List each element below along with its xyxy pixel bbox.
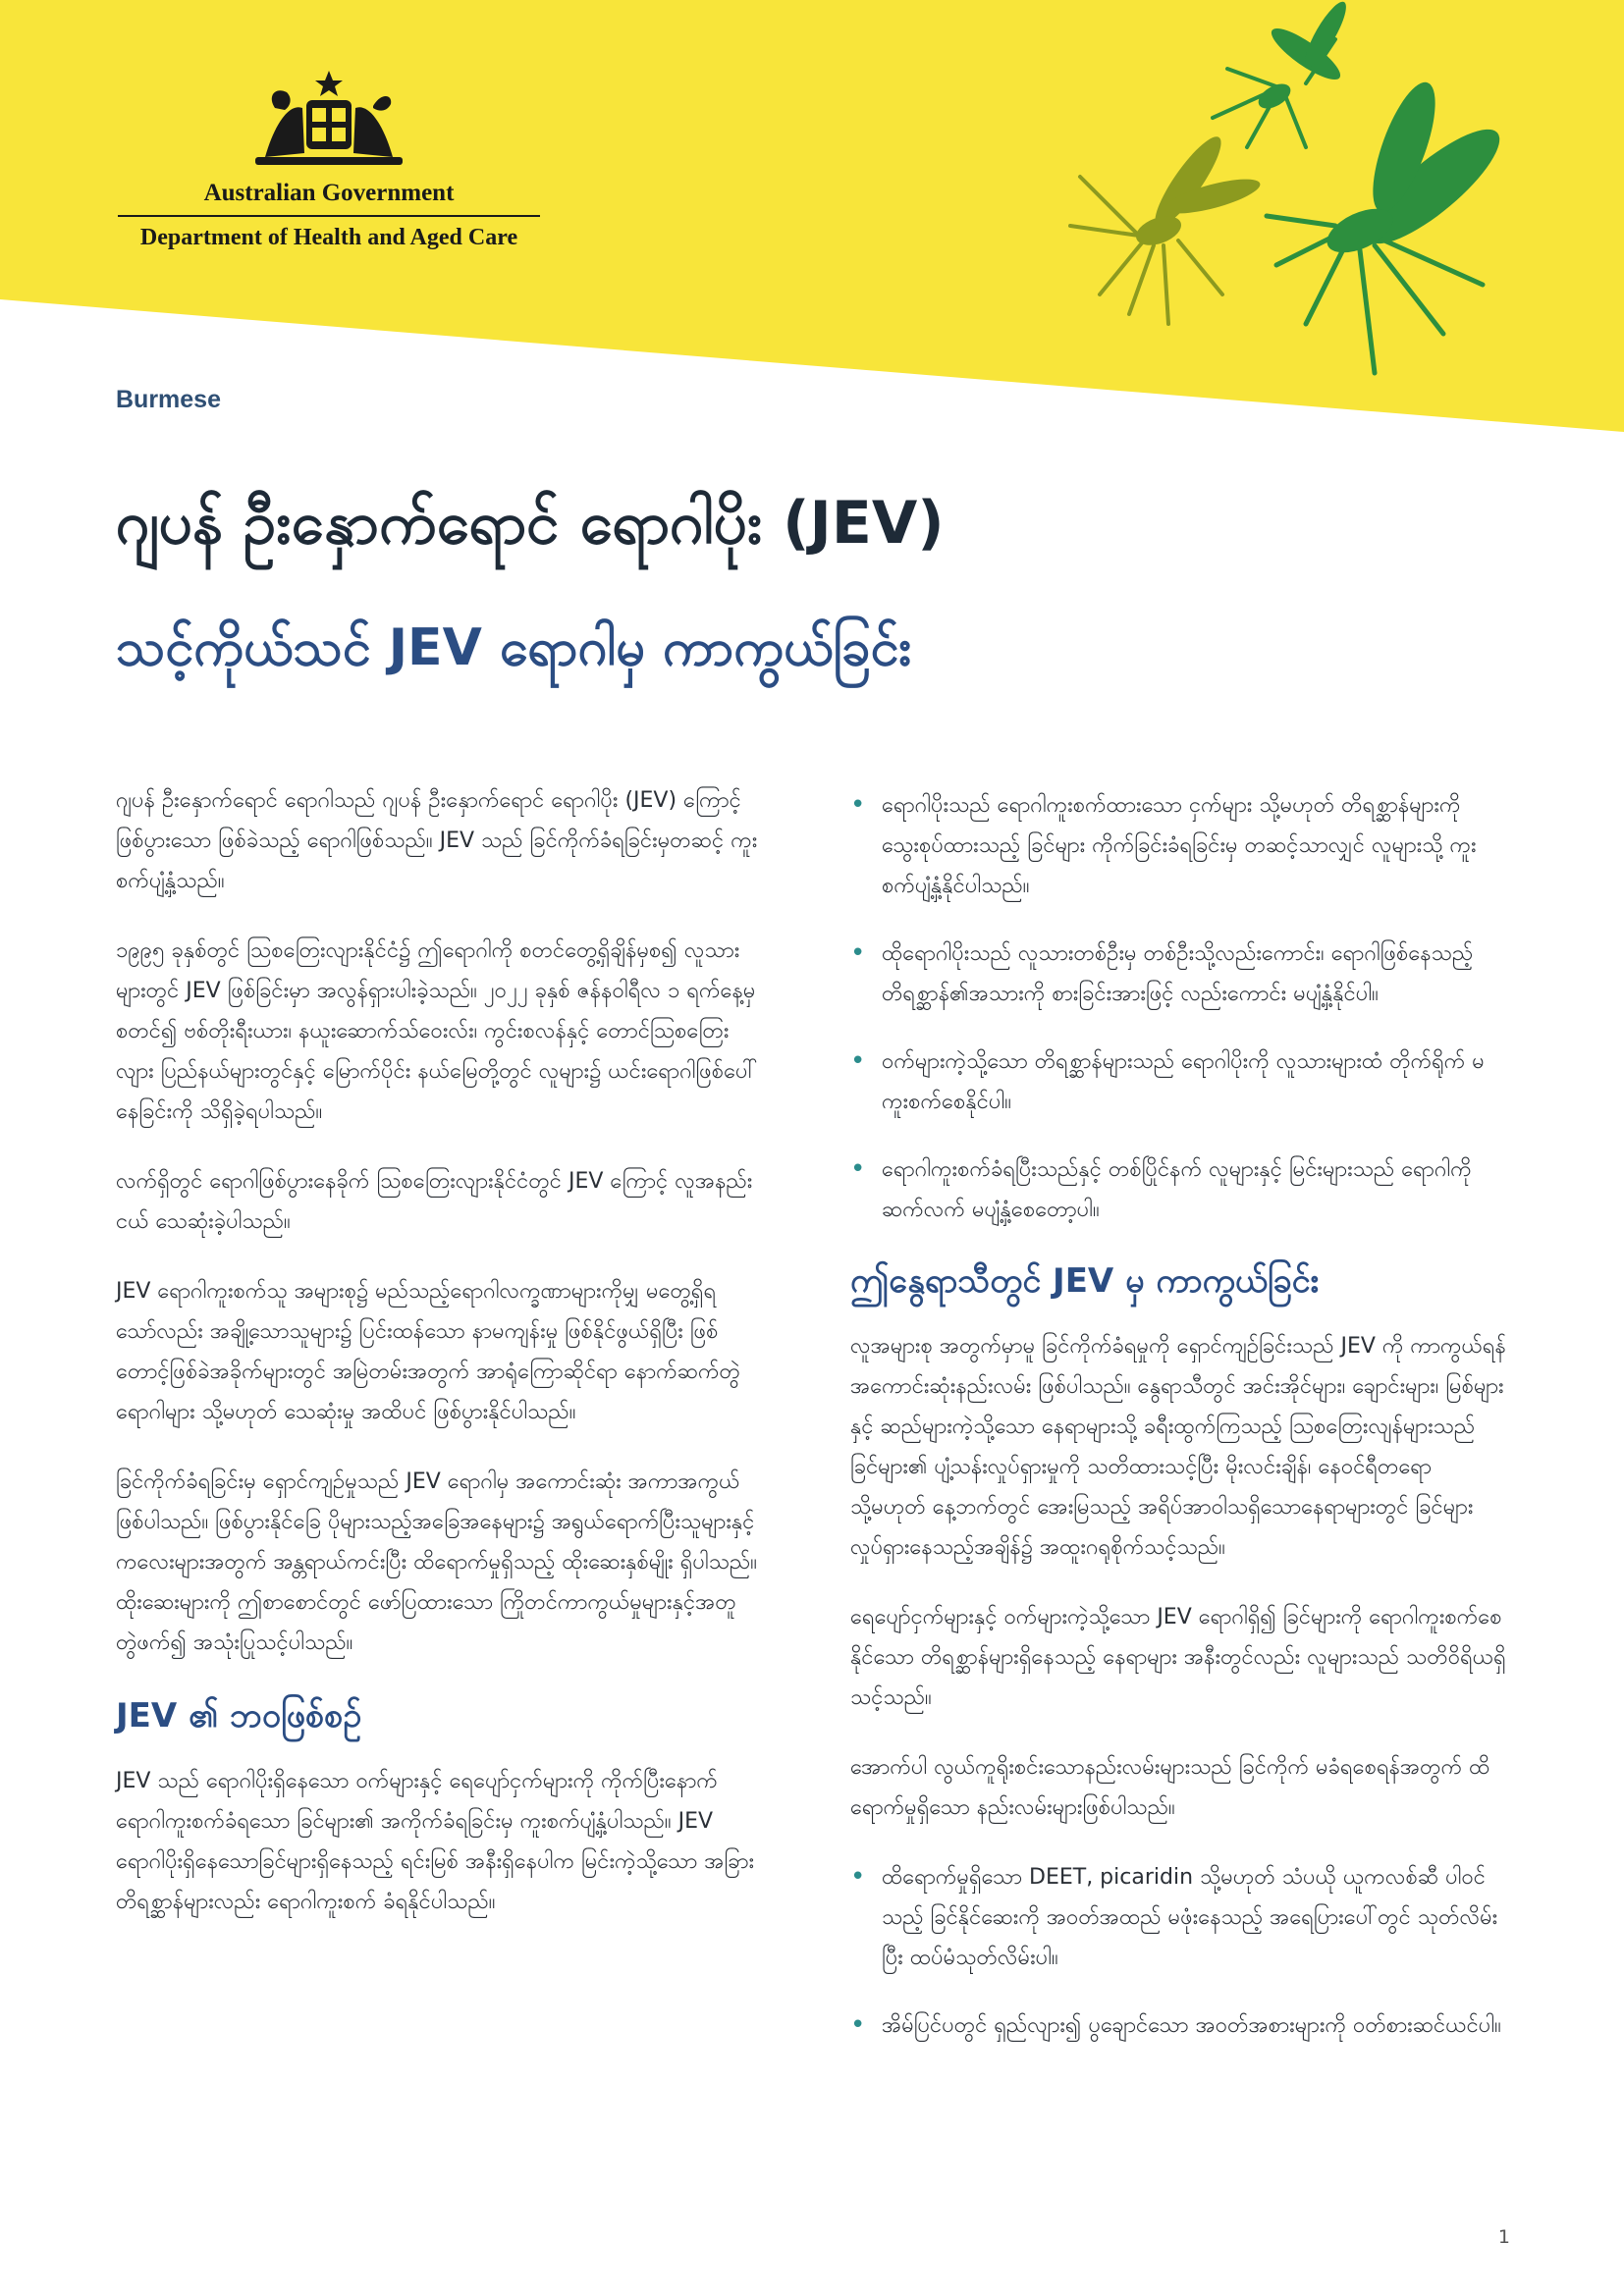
section-heading: JEV ၏ ဘဝဖြစ်စဉ် <box>116 1696 362 1735</box>
paragraph: လက်ရှိတွင် ရောဂါဖြစ်ပွားနေခိုက် ဩစတြေးလျားနိုင်ငံတွင် JEV ကြောင့် လူအနည်းငယ် သေဆုံးခဲ့ပါသည်။ <box>116 1169 753 1234</box>
paragraph: လူအများစု အတွက်မှာမူ ခြင်ကိုက်ခံရမှုကို ရှောင်ကျဉ်ခြင်းသည် JEV ကို ကာကွယ်ရန် အကောင်းဆုံးနည်းလမ်း ဖြစ်ပါသည်။ နွေရာသီတွင် အင်းအိုင်များ၊ ချောင်းများ၊ မြစ်များနှင့် ဆည်များကဲ့သို့သော နေရာများသို့ ခရီးထွက်ကြသည့် ဩစတြေးလျန်များသည် ခြင်များ၏ ပျံ့သန်းလှုပ်ရှားမှုကို သတိထားသင့်ပြီး မိုးလင်းချိန်၊ နေဝင်ရီတရော သို့မဟုတ် နေ့ဘက်တွင် အေးမြသည့် အရိပ်အာဝါသရှိသောနေရာများတွင် ခြင်များ လှုပ်ရှားနေသည့်အချိန်၌ အထူးဂရုစိုက်သင့်သည်။ <box>850 1334 1506 1560</box>
paragraph: အောက်ပါ လွယ်ကူရိုးစင်းသောနည်းလမ်းများသည် ခြင်ကိုက် မခံရစေရန်အတွက် ထိရောက်မှုရှိသော နည်းလမ်းများဖြစ်ပါသည်။ <box>850 1755 1490 1820</box>
bullet-icon: • <box>850 1046 866 1076</box>
org-name: Australian Government <box>203 180 455 206</box>
page-number: 1 <box>1497 2226 1510 2248</box>
government-logo <box>118 69 540 251</box>
bullet-icon: • <box>850 790 866 820</box>
list-item: • ဝက်များကဲ့သို့သော တိရစ္ဆာန်များသည် ရောဂါပိုးကို လူသားများထံ တိုက်ရိုက် မကူးစက်စေနိုင်ပါ။ <box>850 1041 1508 1122</box>
mosquito-illustrations <box>1031 0 1624 412</box>
bullet-icon: • <box>850 2010 866 2040</box>
bullet-icon: • <box>850 1154 866 1184</box>
paragraph: ၁၉၉၅ ခုနှစ်တွင် ဩစတြေးလျားနိုင်ငံ၌ ဤရောဂါကို စတင်တွေ့ရှိချိန်မှစ၍ လူသားများတွင် JEV ဖြစ်ခြင်းမှာ အလွန်ရှားပါးခဲ့သည်။ ၂၀၂၂ ခုနှစ် ဇန်နဝါရီလ ၁ ရက်နေ့မှစတင်၍ ဗစ်တိုးရီးယား၊ နယူးဆောက်သ်ဝေးလ်း၊ ကွင်းစလန်နှင့် တောင်ဩစတြေးလျား ပြည်နယ်များတွင်နှင့် မြောက်ပိုင်း နယ်မြေတို့တွင် လူများ၌ ယင်းရောဂါဖြစ်ပေါ်နေခြင်းကို သိရှိခဲ့ရပါသည်။ <box>116 938 758 1124</box>
bullet-list <box>850 785 1508 1230</box>
bullet-list <box>850 1857 1508 2046</box>
bullet-icon: • <box>850 938 866 968</box>
right-column <box>850 785 1508 2073</box>
language-label: Burmese <box>116 386 221 413</box>
paragraph: JEV ရောဂါကူးစက်သူ အများစု၌ မည်သည့်ရောဂါလက္ခဏာများကိုမျှ မတွေ့ရှိရသော်လည်း အချို့သောသူများ၌ ပြင်းထန်သော နာမကျန်းမှု ဖြစ်နိုင်ဖွယ်ရှိပြီး ဖြစ်တောင့်ဖြစ်ခဲအခိုက်များတွင် အမြဲတမ်းအတွက် အာရုံကြောဆိုင်ရာ နောက်ဆက်တွဲ ရောဂါများ သို့မဟုတ် သေဆုံးမှု အထိပင် ဖြစ်ပွားနိုင်ပါသည်။ <box>116 1279 740 1424</box>
logo-divider <box>118 215 540 217</box>
paragraph: ဂျပန် ဦးနှောက်ရောင် ရောဂါသည် ဂျပန် ဦးနှောက်ရောင် ရောဂါပိုး (JEV) ကြောင့် ဖြစ်ပွားသော ဖြစ်ခဲသည့် ရောဂါဖြစ်သည်။ JEV သည် ခြင်ကိုက်ခံရခြင်းမှတဆင့် ကူးစက်ပျံ့နှံ့သည်။ <box>116 788 758 893</box>
list-item: • ရောဂါပိုးသည် ရောဂါကူးစက်ထားသော ငှက်များ သို့မဟုတ် တိရစ္ဆာန်များကို သွေးစုပ်ထားသည့် ခြင်များ ကိုက်ခြင်းခံရခြင်းမှ တဆင့်သာလျှင် လူများသို့ ကူးစက်ပျံ့နှံ့နိုင်ပါသည်။ <box>850 785 1508 906</box>
paragraph: ရေပျော်ငှက်များနှင့် ဝက်များကဲ့သို့သော JEV ရောဂါရှိ၍ ခြင်များကို ရောဂါကူးစက်စေနိုင်သော တိရစ္ဆာန်များရှိနေသည့် နေရာများ အနီးတွင်လည်း လူများသည် သတိဝိရိယရှိသင့်သည်။ <box>850 1605 1506 1710</box>
department-name: Department of Health and Aged Care <box>139 225 518 250</box>
list-item: • ထိုရောဂါပိုးသည် လူသားတစ်ဦးမှ တစ်ဦးသို့လည်းကောင်း၊ ရောဂါဖြစ်နေသည့် တိရစ္ဆာန်၏အသားကို စားခြင်းအားဖြင့် လည်းကောင်း မပျံ့နှံ့နိုင်ပါ။ <box>850 934 1508 1014</box>
bullet-icon: • <box>850 1862 866 1892</box>
section-heading: ဤနွေရာသီတွင် JEV မှ ကာကွယ်ခြင်း <box>850 1261 1320 1301</box>
page-title: ဂျပန် ဦးနှောက်ရောင် ရောဂါပိုး (JEV) <box>116 489 945 558</box>
paragraph: ခြင်ကိုက်ခံရခြင်းမှ ရှောင်ကျဉ်မှုသည် JEV ရောဂါမှ အကောင်းဆုံး အကာအကွယ် ဖြစ်ပါသည်။ ဖြစ်ပွားနိုင်ခြေ ပိုများသည့်အခြေအနေများ၌ အရွယ်ရောက်ပြီးသူများနှင့် ကလေးများအတွက် အန္တရာယ်ကင်းပြီး ထိရောက်မှုရှိသည့် ထိုးဆေးနှစ်မျိုး ရှိပါသည်။ ထိုးဆေးများကို ဤစာစောင်တွင် ဖော်ပြထားသော ကြိုတင်ကာကွယ်မှုများနှင့်အတူ တွဲဖက်၍ အသုံးပြုသင့်ပါသည်။ <box>116 1469 757 1655</box>
list-item: • အိမ်ပြင်ပတွင် ရှည်လျား၍ ပွချောင်သော အဝတ်အစားများကို ဝတ်စားဆင်ယင်ပါ။ <box>850 2005 1508 2046</box>
left-column <box>116 780 764 1951</box>
list-item: • ထိရောက်မှုရှိသော DEET, picaridin သို့မဟုတ် သံပယို ယူကလစ်ဆီ ပါဝင်သည့် ခြင်နိုင်ဆေးကို အဝတ်အထည် မဖုံးနေသည့် အရေပြားပေါ်တွင် သုတ်လိမ်းပြီး ထပ်မံသုတ်လိမ်းပါ။ <box>850 1857 1508 1978</box>
coat-of-arms-icon <box>245 69 412 172</box>
paragraph: JEV သည် ရောဂါပိုးရှိနေသော ဝက်များနှင့် ရေပျော်ငှက်များကို ကိုက်ပြီးနောက် ရောဂါကူးစက်ခံရသော ခြင်များ၏ အကိုက်ခံရခြင်းမှ ကူးစက်ပျံ့နှံ့ပါသည်။ JEV ရောဂါပိုးရှိနေသောခြင်များရှိနေသည့် ရင်းမြစ် အနီးရှိနေပါက မြင်းကဲ့သို့သော အခြားတိရစ္ဆာန်များလည်း ရောဂါကူးစက် ခံရနိုင်ပါသည်။ <box>116 1769 755 1914</box>
list-item: • ရောဂါကူးစက်ခံရပြီးသည်နှင့် တစ်ပြိုင်နက် လူများနှင့် မြင်းများသည် ရောဂါကို ဆက်လက် မပျံ့နှံ့စေတော့ပါ။ <box>850 1149 1508 1230</box>
page-subtitle: သင့်ကိုယ်သင် JEV ရောဂါမှ ကာကွယ်ခြင်း <box>116 618 912 677</box>
